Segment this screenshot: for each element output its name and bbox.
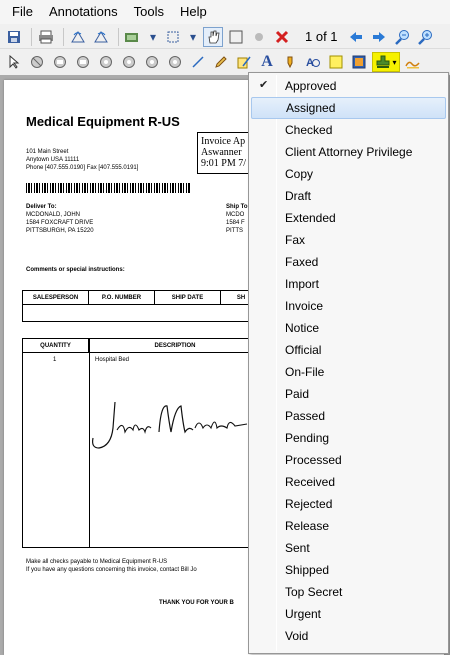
item-quantity: 1 (53, 357, 57, 363)
line-icon[interactable] (188, 52, 208, 72)
menu-item-label: Processed (285, 453, 342, 467)
menu-item-void[interactable] (251, 625, 446, 647)
main-toolbar (0, 25, 450, 49)
menu-item-label: Approved (285, 79, 337, 93)
column-header: SH (236, 295, 246, 301)
svg-text:A: A (306, 57, 314, 69)
address-line: PITTSBURGH, PA 15220 (26, 228, 94, 234)
address-line: 1584 FOXCRAFT DRIVE (26, 220, 94, 226)
chevron-down-icon[interactable]: ▾ (189, 29, 197, 44)
address-line: 101 Main Street (26, 149, 69, 155)
handwritten-signature (89, 398, 249, 468)
menu-item-release[interactable] (251, 515, 446, 537)
address-line: PITTS (226, 228, 244, 234)
menu-item-label: Draft (285, 189, 312, 203)
stamp-dropdown-menu (248, 72, 449, 654)
ocr-text-icon[interactable] (303, 52, 323, 72)
toolbar-separator (31, 28, 32, 46)
stamp-circle-icon[interactable] (165, 52, 185, 72)
menu-item-processed[interactable] (251, 449, 446, 471)
menu-item-invoice[interactable] (251, 295, 446, 317)
menu-item-label: Import (285, 277, 320, 291)
note-pencil-icon[interactable] (234, 52, 254, 72)
page-counter: 1 of 1 (305, 29, 338, 44)
column-header: DESCRIPTION (154, 343, 196, 349)
select-rect-icon[interactable] (226, 27, 246, 47)
menu-item-checked[interactable] (251, 119, 446, 141)
menu-item-received[interactable] (251, 471, 446, 493)
column-header: P.O. NUMBER (89, 291, 155, 305)
menu-item-label: Void (285, 629, 309, 643)
zoom-in-icon[interactable] (415, 27, 435, 47)
stamp-circle-icon[interactable] (73, 52, 93, 72)
menu-item-label: Shipped (285, 563, 330, 577)
chevron-down-icon: ▾ (392, 57, 397, 67)
menu-item-assigned[interactable] (251, 97, 446, 119)
menu-item-approved[interactable] (251, 75, 446, 97)
footer-line: Make all checks payable to Medical Equipment R-US (26, 559, 168, 565)
stamp-circle-icon[interactable] (119, 52, 139, 72)
chevron-down-icon[interactable]: ▾ (149, 29, 157, 44)
menu-item-draft[interactable] (251, 185, 446, 207)
menu-tools[interactable]: Tools (133, 4, 164, 19)
signature-tool-icon[interactable] (403, 52, 423, 72)
next-page-icon[interactable] (369, 27, 389, 47)
menu-item-import[interactable] (251, 273, 446, 295)
highlighter-icon[interactable] (280, 52, 300, 72)
sales-table (22, 290, 262, 322)
footer-line: If you have any questions concerning this invoice, contact Bill Jo (26, 567, 197, 573)
menu-item-label: Copy (285, 167, 314, 181)
payment-note (26, 558, 197, 574)
menu-item-label: Top Secret (285, 585, 343, 599)
menu-item-label: Rejected (285, 497, 333, 511)
deliver-to-label: Deliver To: (26, 204, 57, 210)
menu-item-label: Invoice (285, 299, 324, 313)
company-address (26, 148, 138, 172)
pan-hand-icon[interactable] (203, 27, 223, 47)
menu-item-label: Passed (285, 409, 326, 423)
deliver-to-address (26, 211, 94, 235)
stamp-circle-icon[interactable] (96, 52, 116, 72)
barcode (26, 183, 191, 193)
no-symbol-icon[interactable] (27, 52, 47, 72)
item-description: Hospital Bed (95, 357, 130, 363)
text-icon[interactable]: A (261, 53, 273, 70)
stamp-circle-icon[interactable] (50, 52, 70, 72)
ship-to-address (226, 211, 245, 235)
menu-item-label: Extended (285, 211, 336, 225)
stamp-line: Aswanner (201, 147, 242, 158)
menu-item-label: Notice (285, 321, 320, 335)
ship-to-label: Ship To (226, 204, 248, 210)
menu-item-shipped[interactable] (251, 559, 446, 581)
stamp-line: 9:01 PM 7/ (201, 158, 247, 169)
menu-item-client-attorney-privilege[interactable] (251, 141, 446, 163)
toolbar-separator (63, 28, 64, 46)
column-header: SALESPERSON (23, 291, 89, 305)
menu-item-label: Sent (285, 541, 310, 555)
address-line: 1584 F (226, 220, 245, 226)
menu-item-label: Received (285, 475, 336, 489)
menu-item-paid[interactable] (251, 383, 446, 405)
rotate-right-icon[interactable] (91, 27, 111, 47)
menu-item-label: Paid (285, 387, 310, 401)
save-icon[interactable] (4, 27, 24, 47)
stamp-circle-icon[interactable] (142, 52, 162, 72)
zoom-out-icon[interactable] (392, 27, 412, 47)
menu-item-urgent[interactable] (251, 603, 446, 625)
menu-item-label: Pending (285, 431, 330, 445)
address-line: MCDONALD, JOHN (26, 212, 81, 218)
annotation-toolbar (0, 50, 450, 74)
magic-icon[interactable] (249, 27, 269, 47)
menu-item-label: Fax (285, 233, 306, 247)
stamp-line: Invoice Ap (201, 136, 246, 147)
menu-item-label: Client Attorney Privilege (285, 145, 413, 159)
menu-item-label: On-File (285, 365, 325, 379)
column-header: SHIP DATE (155, 291, 221, 305)
thank-you-text: THANK YOU FOR YOUR B (159, 600, 234, 606)
menu-item-official[interactable] (251, 339, 446, 361)
address-line: Anytown USA 11111 (26, 157, 80, 163)
items-table-header (23, 339, 261, 353)
menu-help[interactable]: Help (179, 4, 207, 19)
sales-table-header (23, 291, 261, 305)
column-header: QUANTITY (23, 339, 89, 353)
menu-item-label: Release (285, 519, 330, 533)
menu-item-passed[interactable] (251, 405, 446, 427)
crop-icon[interactable] (163, 27, 183, 47)
image-icon[interactable] (349, 52, 369, 72)
menu-item-label: Official (285, 343, 322, 357)
checkmark-icon: ✔ (259, 79, 269, 91)
company-name: Medical Equipment R-US (26, 114, 180, 129)
menu-item-sent[interactable] (251, 537, 446, 559)
previous-page-icon[interactable] (346, 27, 366, 47)
menu-item-notice[interactable] (251, 317, 446, 339)
menu-annotations[interactable]: Annotations (48, 4, 118, 19)
address-line: MCDO (226, 212, 245, 218)
print-icon[interactable] (36, 27, 56, 47)
menu-item-faxed[interactable] (251, 251, 446, 273)
menu-item-extended[interactable] (251, 207, 446, 229)
comments-label: Comments or special instructions: (26, 267, 125, 273)
menu-item-copy[interactable] (251, 163, 446, 185)
pointer-icon[interactable] (4, 52, 24, 72)
menu-item-label: Faxed (285, 255, 319, 269)
sticky-note-icon[interactable] (326, 52, 346, 72)
menu-item-pending[interactable] (251, 427, 446, 449)
rubber-stamp-icon[interactable] (372, 52, 400, 72)
menu-item-label: Urgent (285, 607, 322, 621)
rotate-left-icon[interactable] (68, 27, 88, 47)
menu-item-fax[interactable] (251, 229, 446, 251)
menu-item-on-file[interactable] (251, 361, 446, 383)
address-line: Phone [407.555.0190] Fax [407.555.0191] (26, 165, 139, 171)
pencil-icon[interactable] (211, 52, 231, 72)
menu-item-label: Checked (285, 123, 333, 137)
menu-file[interactable]: File (12, 4, 33, 19)
toolbar-separator (118, 28, 119, 46)
menu-item-rejected[interactable] (251, 493, 446, 515)
menu-bar (0, 0, 450, 24)
menu-item-label: Assigned (286, 101, 336, 115)
menu-item-top-secret[interactable] (251, 581, 446, 603)
film-icon[interactable] (123, 27, 143, 47)
delete-icon[interactable] (272, 27, 292, 47)
